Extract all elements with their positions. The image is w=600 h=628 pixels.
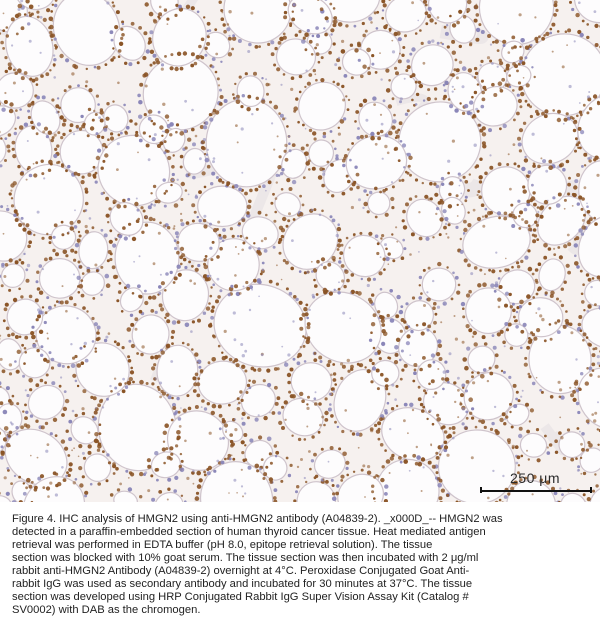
scale-bar-label: 250 μm [510,470,560,486]
figure-caption: Figure 4. IHC analysis of HMGN2 using anti-HMGN2 antibody (A04839-2). _x000D_-- HMGN2 was detected in a paraffin-embedded section of human thyroid cancer tissue. Heat mediated antigen retrieval was performed in EDTA buffer (pH 8.0, epitope retrieval solution). The tissue section was blocked with 10% goat serum. The tissue section was then incubated with 2 μg/ml rabbit anti-HMGN2 Antibody (A04839-2) overnight at 4°C. Peroxidase Conjugated Goat Anti- rabbit IgG was used as secondary antibody and incubated for 30 minutes at 37°C. The tissue section was developed using HRP Conjugated Rabbit IgG Super Vision Assay Kit (Catalog # SV0002) with DAB as the chromogen. [12,513,503,616]
scale-bar [480,490,592,492]
